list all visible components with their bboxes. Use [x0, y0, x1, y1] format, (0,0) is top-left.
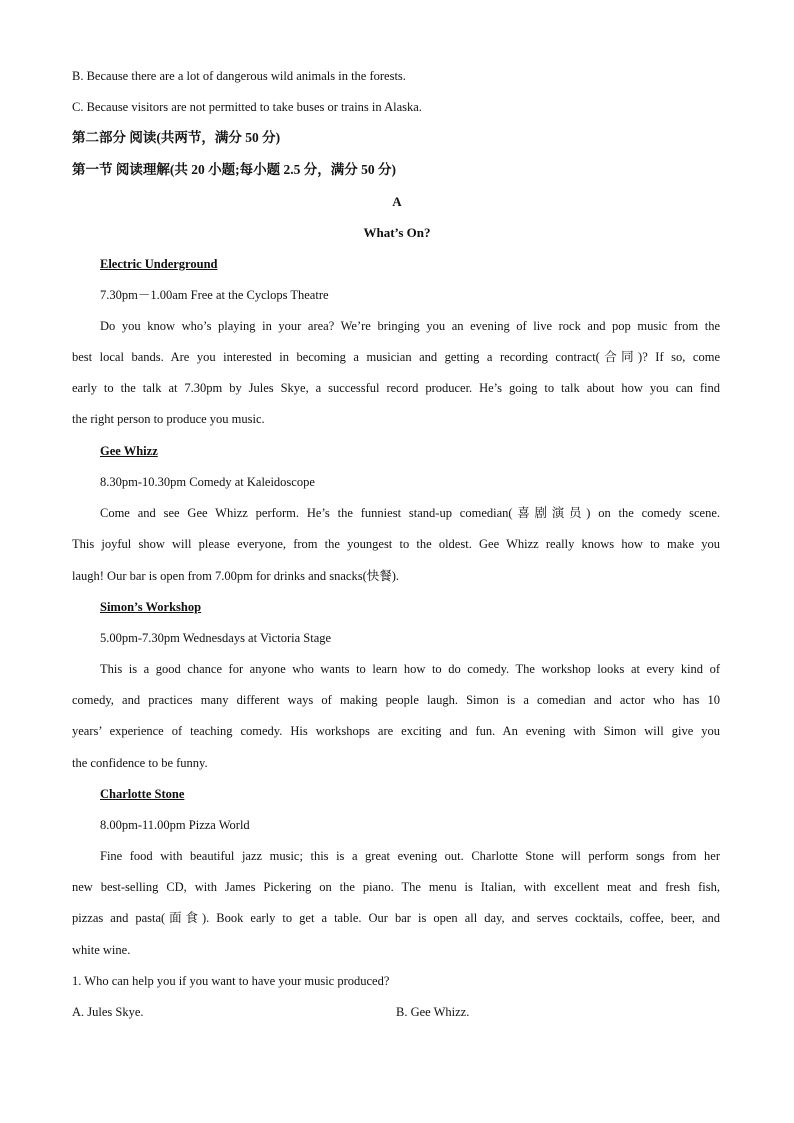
event-name: Charlotte Stone [100, 787, 185, 801]
previous-option-b: B. Because there are a lot of dangerous wild animals in the forests. [72, 69, 406, 83]
event-time: 8.30pm-10.30pm Comedy at Kaleidoscope [100, 475, 315, 489]
question-stem: 1. Who can help you if you want to have your music produced? [72, 974, 390, 988]
event-description-line: white wine. [72, 943, 131, 957]
event-time: 5.00pm-7.30pm Wednesdays at Victoria Stage [100, 631, 332, 645]
part-title: 第二部分 阅读(共两节，满分 50 分) [72, 130, 281, 145]
event-description-line: the right person to produce you music. [72, 412, 265, 426]
answer-option-a: A. Jules Skye. [72, 1005, 144, 1019]
event-time: 8.00pm-11.00pm Pizza World [100, 818, 250, 832]
event-name: Gee Whizz [100, 444, 158, 458]
event-description-line: laugh! Our bar is open from 7.00pm for drinks and snacks(快餐). [72, 569, 400, 583]
event-time: 7.30pm－1.00am Free at the Cyclops Theatre [100, 288, 329, 302]
passage-title: What’s On? [363, 225, 431, 240]
event-description-line: comedy, and practices many different ways of making people laugh. Simon is a comedian and actor who has 10 [72, 693, 720, 707]
passage-letter: A [392, 194, 402, 209]
event-description-line: This is a good chance for anyone who wants to learn how to do comedy. The workshop looks at every kind of [100, 662, 720, 676]
event-description-line: This joyful show will please everyone, from the youngest to the oldest. Gee Whizz really knows how to make you [72, 537, 720, 551]
subsection-title: 第一节 阅读理解(共 20 小题;每小题 2.5 分，满分 50 分) [72, 162, 396, 177]
event-description-line: best local bands. Are you interested in becoming a musician and getting a recording contract(合同)? If so, come [72, 350, 720, 364]
event-description-line: Fine food with beautiful jazz music; this is a great evening out. Charlotte Stone will perform songs from her [100, 849, 720, 863]
event-name: Simon’s Workshop [100, 600, 202, 614]
event-description-line: years’ experience of teaching comedy. His workshops are exciting and fun. An evening with Simon will give you [72, 724, 720, 738]
event-description-line: early to the talk at 7.30pm by Jules Skye, a successful record producer. He’s going to talk about how you can find [72, 381, 720, 395]
event-name: Electric Underground [100, 257, 218, 271]
previous-option-c: C. Because visitors are not permitted to take buses or trains in Alaska. [72, 100, 422, 114]
answer-option-b: B. Gee Whizz. [396, 1005, 470, 1019]
event-description-line: the confidence to be funny. [72, 756, 208, 770]
event-description-line: new best-selling CD, with James Pickering on the piano. The menu is Italian, with excellent meat and fresh fish, [72, 880, 720, 894]
event-description-line: pizzas and pasta(面食). Book early to get a table. Our bar is open all day, and serves cocktails, coffee, beer, and [72, 911, 720, 925]
event-description-line: Come and see Gee Whizz perform. He’s the funniest stand-up comedian(喜剧演员) on the comedy scene. [100, 506, 720, 520]
event-description-line: Do you know who’s playing in your area? We’re bringing you an evening of live rock and pop music from the [100, 319, 720, 333]
